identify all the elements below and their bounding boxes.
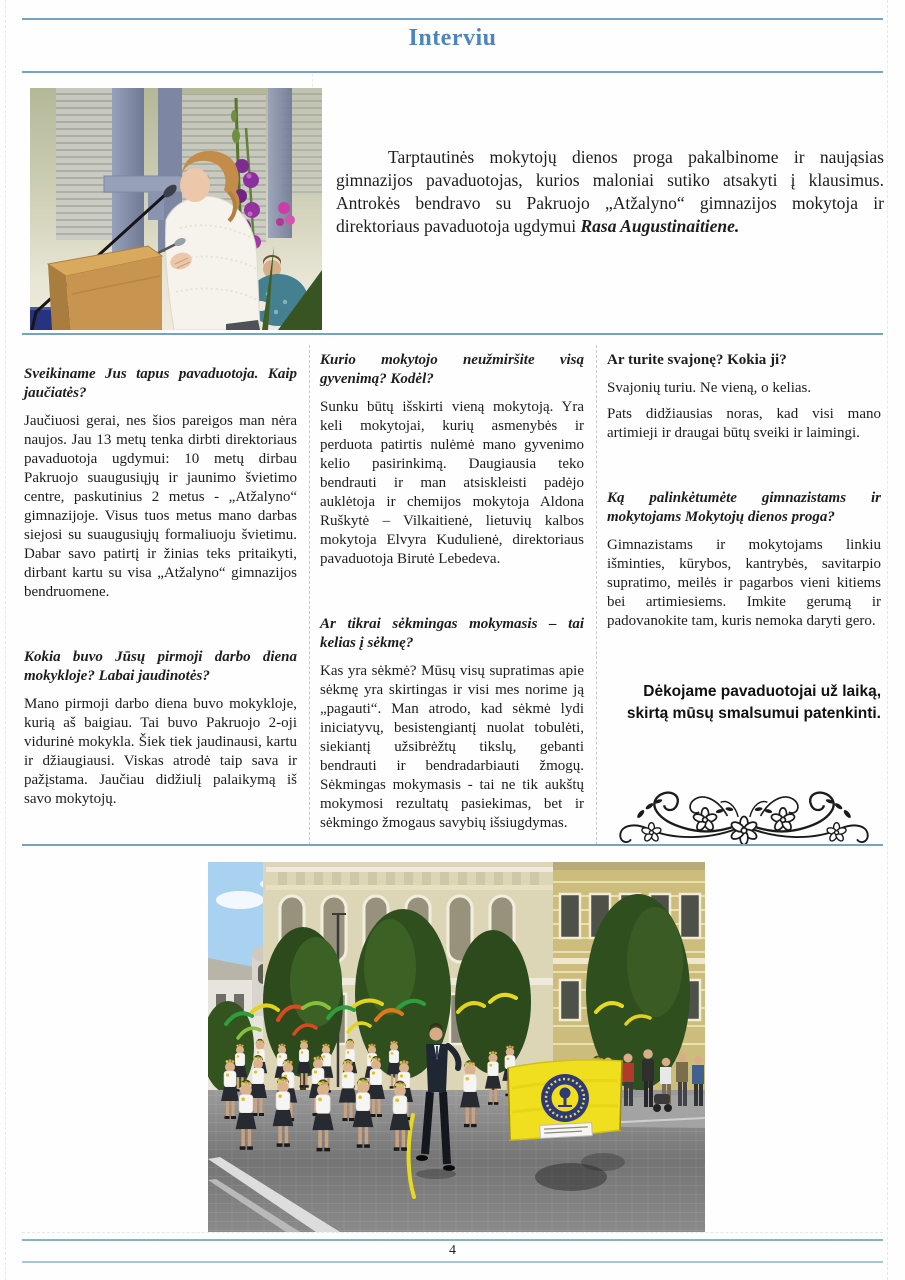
question: Ką palinkėtumėte gimnazistams ir mokytojams Mokytojų dienos proga? bbox=[607, 490, 881, 525]
parade-photo-art bbox=[208, 862, 705, 1232]
answer: Svajonių turiu. Ne vieną, o kelias. bbox=[607, 380, 812, 396]
photo-section-rule bbox=[22, 844, 883, 846]
interview-columns bbox=[22, 345, 883, 845]
footer-top-rule bbox=[22, 1239, 883, 1241]
footer-bottom-rule bbox=[22, 1261, 883, 1263]
thanks-note: Dėkojame pavaduotojai už laiką, skirtą mūsų smalsumui patenkinti. bbox=[626, 683, 881, 722]
question: Ar tikrai sėkmingas mokymasis – tai kelias į sėkmę? bbox=[320, 616, 584, 651]
page-number: 4 bbox=[449, 1243, 456, 1258]
speaker-photo bbox=[30, 88, 322, 330]
school-flag bbox=[508, 1060, 622, 1140]
speaker-photo-art bbox=[30, 88, 322, 330]
answer: Kas yra sėkmė? Mūsų visų supratimas apie sėkmę yra skirtingas ir visi mes norime ją „pagauti“. Man atrodo, kad sėkmė lydi iniciatyvų, besistengiantį nuolat tobulėti, siekiantį užsibrėžtų tikslų, gebanti bendrauti ir bendradarbiauti žmogų. Sėkmingas mokymasis - tai ne tik aukštų mokymosi rezultatų pasiekimas, bet ir sėkmingo žmogaus savybių išsiugdymas. bbox=[320, 663, 584, 831]
section-divider-rule bbox=[22, 333, 883, 335]
answer: Sunku būtų išskirti vieną mokytoją. Yra keli mokytojai, kurių asmenybės ir perduota patirtis nulėmė mano gyvenimo kelio pasirinkimą. Daugiausia teko bendrauti ir man atsiskleisti padėjo auklėtoja ir chemijos mokytoja Aldona Ruškytė – Vilkaitienė, lietuvių kalbos mokytoja Elvyra Kudulienė, direktoriaus pavaduotoja Birutė Lebedeva. bbox=[320, 399, 584, 567]
flourish-ornament bbox=[607, 777, 881, 859]
question: Sveikiname Jus tapus pavaduotoja. Kaip jaučiatės? bbox=[24, 366, 297, 401]
question: Ar turite svajonę? Kokia ji? bbox=[607, 352, 787, 368]
answer: Mano pirmoji darbo diena buvo mokykloje, kurią aš baigiau. Tai buvo Pakruojo 2-oji vidurinė mokykla. Šiek tiek jaudinausi, kartu ir džiaugiausi. Viskas atrodė taip sava ir pažįstama. Jaučiau didžiulį palaikymą iš savo mokytojų. bbox=[24, 696, 297, 807]
interview-column-2 bbox=[309, 345, 596, 845]
answer: Pats didžiausias noras, kad visi mano artimieji ir draugai būtų sveiki ir laimingi. bbox=[607, 406, 881, 441]
page-boundary-right bbox=[887, 0, 888, 1280]
question: Kokia buvo Jūsų pirmoji darbo diena mokykloje? Labai jaudinotės? bbox=[24, 649, 297, 684]
question: Kurio mokytojo neužmiršite visą gyvenimą? Kodėl? bbox=[320, 352, 584, 387]
intro-text: Tarptautinės mokytojų dienos proga pakalbinome ir naująsias gimnazijos pavaduotojas, kurios maloniai sutiko atsakyti į klausimus. Antrokės bendravo su Pakruojo „Atžalyno“ gimnazijos mokytoja ir direktoriaus pavaduotoja ugdymui bbox=[336, 147, 884, 236]
answer: Gimnazistams ir mokytojams linkiu išminties, kūrybos, kantrybės, savitarpio supratimo, meilės ir pagarbos vieni kitiems bei artimiesiems. Imkite gerumą ir padovanokite tam, kuris nemoka daryti gero. bbox=[607, 537, 881, 629]
photo-section-bottom-boundary bbox=[22, 1232, 883, 1233]
interviewee-name: Rasa Augustinaitiene. bbox=[580, 216, 740, 236]
answer: Jaučiuosi gerai, nes šios pareigos man nėra naujos. Jau 13 metų tenka dirbti direktoriaus pavaduotoja ugdymui: 10 metų dirbau Pakruojo suaugusiųjų ir jaunimo švietimo centre, paskutinius 2 metus - „Atžalyno“ gimnazijoje. Visus tuos metus mano darbas siejosi su suaugusiųjų formaliuoju švietimu. Dabar savo patirtį ir žinias teks pritaikyti, dirbant kartu su visa „Atžalyno“ gimnazijos bendruomene. bbox=[24, 413, 297, 600]
page-boundary-left bbox=[5, 0, 6, 1280]
flourish-art bbox=[611, 777, 877, 853]
page-title: Interviu bbox=[408, 25, 497, 51]
header-top-rule bbox=[22, 18, 883, 20]
intro-paragraph bbox=[336, 146, 884, 238]
interview-column-1 bbox=[22, 345, 309, 845]
interview-column-3 bbox=[596, 345, 883, 845]
parade-photo bbox=[208, 862, 705, 1232]
header-bottom-rule bbox=[22, 71, 883, 73]
